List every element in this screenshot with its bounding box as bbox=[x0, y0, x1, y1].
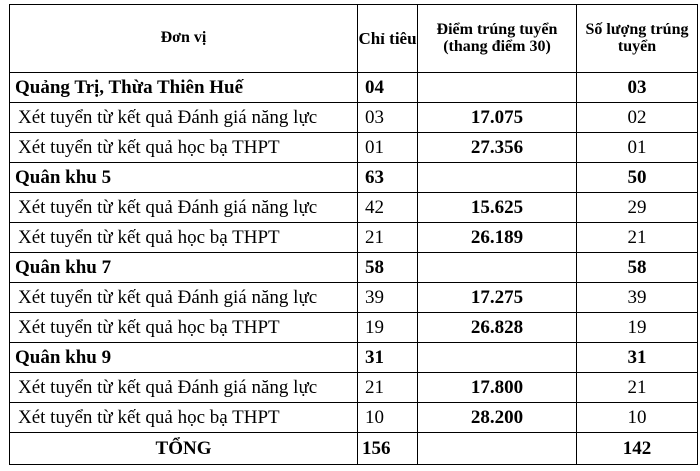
table-row bbox=[10, 403, 698, 433]
group-name: Quảng Trị, Thừa Thiên Huế bbox=[10, 73, 358, 103]
method-name: Xét tuyển từ kết quả học bạ THPT bbox=[10, 133, 358, 163]
group-count: 50 bbox=[577, 163, 698, 193]
method-quota: 21 bbox=[358, 373, 418, 403]
method-score: 27.356 bbox=[418, 133, 577, 163]
method-count: 19 bbox=[577, 313, 698, 343]
table-row bbox=[10, 373, 698, 403]
method-name: Xét tuyển từ kết quả học bạ THPT bbox=[10, 223, 358, 253]
table-row bbox=[10, 283, 698, 313]
method-name: Xét tuyển từ kết quả học bạ THPT bbox=[10, 403, 358, 433]
method-quota: 19 bbox=[358, 313, 418, 343]
method-count: 29 bbox=[577, 193, 698, 223]
results-table bbox=[9, 4, 698, 465]
method-quota: 01 bbox=[358, 133, 418, 163]
total-row bbox=[10, 433, 698, 465]
method-quota: 39 bbox=[358, 283, 418, 313]
header-quota: Chỉ tiêu bbox=[358, 5, 418, 73]
method-count: 01 bbox=[577, 133, 698, 163]
method-name: Xét tuyển từ kết quả Đánh giá năng lực bbox=[10, 283, 358, 313]
header-count: Số lượng trúng tuyển bbox=[577, 5, 698, 73]
table-row bbox=[10, 103, 698, 133]
total-label: TỔNG bbox=[10, 433, 358, 465]
group-quota: 04 bbox=[358, 73, 418, 103]
group-row bbox=[10, 343, 698, 373]
group-count: 31 bbox=[577, 343, 698, 373]
table-row bbox=[10, 223, 698, 253]
method-count: 21 bbox=[577, 373, 698, 403]
method-score: 26.189 bbox=[418, 223, 577, 253]
group-count: 03 bbox=[577, 73, 698, 103]
method-quota: 10 bbox=[358, 403, 418, 433]
group-name: Quân khu 9 bbox=[10, 343, 358, 373]
table-row bbox=[10, 193, 698, 223]
method-score: 17.275 bbox=[418, 283, 577, 313]
method-count: 21 bbox=[577, 223, 698, 253]
method-name: Xét tuyển từ kết quả học bạ THPT bbox=[10, 313, 358, 343]
group-name: Quân khu 5 bbox=[10, 163, 358, 193]
table-row bbox=[10, 133, 698, 163]
group-quota: 31 bbox=[358, 343, 418, 373]
method-name: Xét tuyển từ kết quả Đánh giá năng lực bbox=[10, 193, 358, 223]
group-row bbox=[10, 163, 698, 193]
method-quota: 21 bbox=[358, 223, 418, 253]
method-quota: 03 bbox=[358, 103, 418, 133]
header-unit: Đơn vị bbox=[10, 5, 358, 73]
group-name: Quân khu 7 bbox=[10, 253, 358, 283]
method-name: Xét tuyển từ kết quả Đánh giá năng lực bbox=[10, 103, 358, 133]
group-quota: 63 bbox=[358, 163, 418, 193]
method-name: Xét tuyển từ kết quả Đánh giá năng lực bbox=[10, 373, 358, 403]
header-row bbox=[10, 5, 698, 73]
total-count: 142 bbox=[577, 433, 698, 465]
group-score-empty bbox=[418, 73, 577, 103]
total-score-empty bbox=[418, 433, 577, 465]
group-score-empty bbox=[418, 163, 577, 193]
method-score: 26.828 bbox=[418, 313, 577, 343]
method-score: 15.625 bbox=[418, 193, 577, 223]
method-count: 39 bbox=[577, 283, 698, 313]
total-quota: 156 bbox=[358, 433, 418, 465]
group-score-empty bbox=[418, 253, 577, 283]
method-score: 28.200 bbox=[418, 403, 577, 433]
method-score: 17.800 bbox=[418, 373, 577, 403]
method-count: 10 bbox=[577, 403, 698, 433]
method-quota: 42 bbox=[358, 193, 418, 223]
group-quota: 58 bbox=[358, 253, 418, 283]
method-count: 02 bbox=[577, 103, 698, 133]
group-row bbox=[10, 253, 698, 283]
table-row bbox=[10, 313, 698, 343]
group-score-empty bbox=[418, 343, 577, 373]
group-row bbox=[10, 73, 698, 103]
header-score: Điểm trúng tuyển (thang điểm 30) bbox=[418, 5, 577, 73]
group-count: 58 bbox=[577, 253, 698, 283]
method-score: 17.075 bbox=[418, 103, 577, 133]
